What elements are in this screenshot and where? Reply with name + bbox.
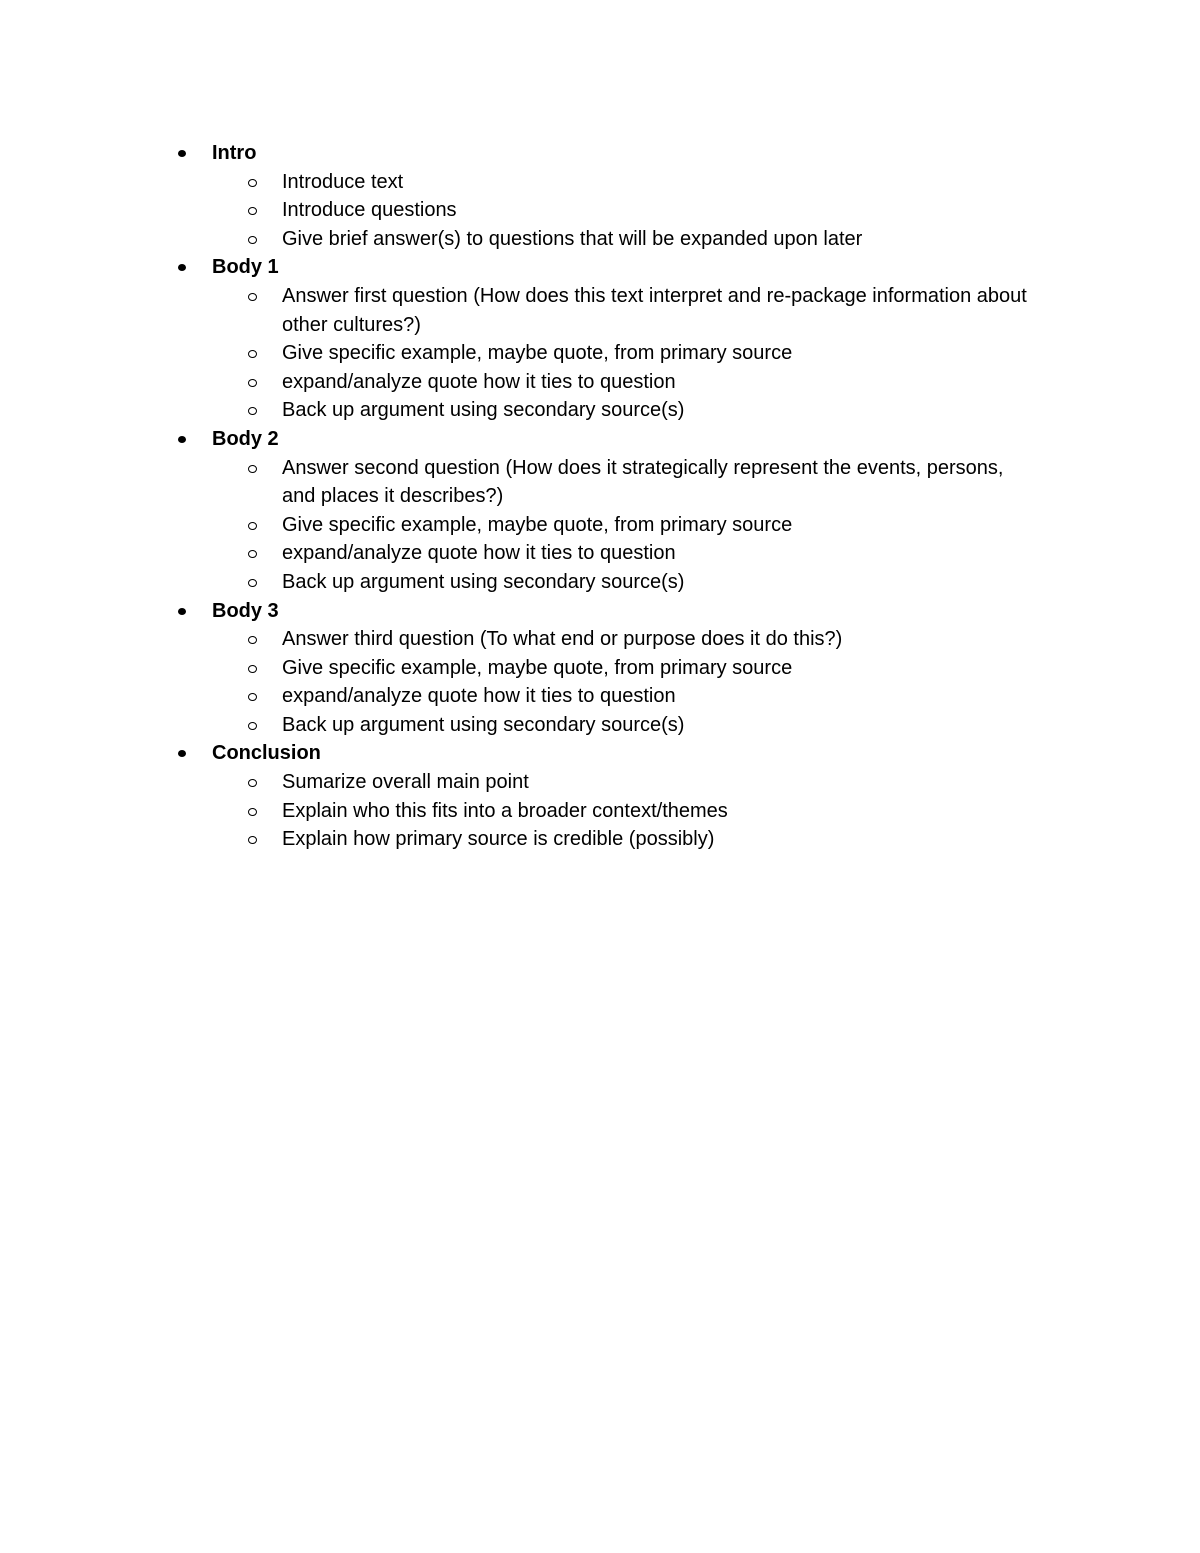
hollow-bullet-icon xyxy=(248,465,257,473)
hollow-bullet-icon xyxy=(248,665,257,673)
list-item xyxy=(282,454,1042,511)
list-item xyxy=(282,168,1042,197)
hollow-bullet-icon xyxy=(248,379,257,387)
list-item-text: expand/analyze quote how it ties to question xyxy=(282,685,676,708)
list-item-text: Back up argument using secondary source(s) xyxy=(282,399,685,422)
list-item xyxy=(282,282,1042,339)
section-title: Body 1 xyxy=(212,256,279,279)
section-title: Conclusion xyxy=(212,742,321,765)
list-item-text: expand/analyze quote how it ties to question xyxy=(282,542,676,565)
hollow-bullet-icon xyxy=(248,836,257,844)
sub-list xyxy=(212,282,1042,425)
outline-section-intro xyxy=(212,139,1042,253)
essay-outline xyxy=(212,139,1042,854)
hollow-bullet-icon xyxy=(248,722,257,730)
list-item xyxy=(282,768,1042,797)
list-item-text: Explain who this fits into a broader context/themes xyxy=(282,799,728,822)
hollow-bullet-icon xyxy=(248,550,257,558)
filled-bullet-icon xyxy=(178,150,186,157)
section-title: Body 3 xyxy=(212,599,279,622)
list-item xyxy=(282,396,1042,425)
list-item-text: Give specific example, maybe quote, from primary source xyxy=(282,513,793,536)
list-item-text: Give brief answer(s) to questions that will be expanded upon later xyxy=(282,227,863,250)
list-item xyxy=(282,539,1042,568)
sub-list xyxy=(212,625,1042,739)
hollow-bullet-icon xyxy=(248,522,257,530)
hollow-bullet-icon xyxy=(248,407,257,415)
list-item-text: Explain how primary source is credible (possibly) xyxy=(282,828,715,851)
hollow-bullet-icon xyxy=(248,293,257,301)
outline-section-body-3 xyxy=(212,597,1042,740)
list-item xyxy=(282,511,1042,540)
list-item xyxy=(282,225,1042,254)
list-item xyxy=(282,196,1042,225)
list-item-text: Back up argument using secondary source(s) xyxy=(282,713,685,736)
section-title: Intro xyxy=(212,142,257,164)
hollow-bullet-icon xyxy=(248,579,257,587)
outline-section-body-2 xyxy=(212,425,1042,597)
list-item xyxy=(282,568,1042,597)
sub-list xyxy=(212,168,1042,254)
list-item xyxy=(282,654,1042,683)
list-item-text: Introduce text xyxy=(282,170,404,193)
list-item-text: Introduce questions xyxy=(282,199,457,222)
list-item xyxy=(282,339,1042,368)
sub-list xyxy=(212,768,1042,854)
list-item-text: Sumarize overall main point xyxy=(282,771,529,794)
list-item xyxy=(282,797,1042,826)
hollow-bullet-icon xyxy=(248,179,257,187)
list-item-text: Back up argument using secondary source(s) xyxy=(282,570,685,593)
list-item-text: Answer third question (To what end or purpose does it do this?) xyxy=(282,628,843,651)
list-item xyxy=(282,368,1042,397)
outline-section-body-1 xyxy=(212,253,1042,425)
sub-list xyxy=(212,454,1042,597)
hollow-bullet-icon xyxy=(248,636,257,644)
hollow-bullet-icon xyxy=(248,808,257,816)
filled-bullet-icon xyxy=(178,750,186,757)
hollow-bullet-icon xyxy=(248,236,257,244)
filled-bullet-icon xyxy=(178,608,186,615)
outline-section-conclusion xyxy=(212,739,1042,853)
hollow-bullet-icon xyxy=(248,350,257,358)
section-title: Body 2 xyxy=(212,427,279,450)
list-item xyxy=(282,682,1042,711)
hollow-bullet-icon xyxy=(248,693,257,701)
list-item-text: expand/analyze quote how it ties to question xyxy=(282,370,676,393)
filled-bullet-icon xyxy=(178,264,186,271)
list-item-text: Give specific example, maybe quote, from primary source xyxy=(282,342,793,365)
hollow-bullet-icon xyxy=(248,207,257,215)
list-item xyxy=(282,825,1042,854)
hollow-bullet-icon xyxy=(248,779,257,787)
filled-bullet-icon xyxy=(178,436,186,443)
list-item-text: Answer first question (How does this text interpret and re-package information about other cultures?) xyxy=(282,284,1027,336)
list-item xyxy=(282,625,1042,654)
list-item-text: Answer second question (How does it strategically represent the events, persons, and places it describes?) xyxy=(282,456,1004,508)
list-item xyxy=(282,711,1042,740)
list-item-text: Give specific example, maybe quote, from primary source xyxy=(282,656,793,679)
